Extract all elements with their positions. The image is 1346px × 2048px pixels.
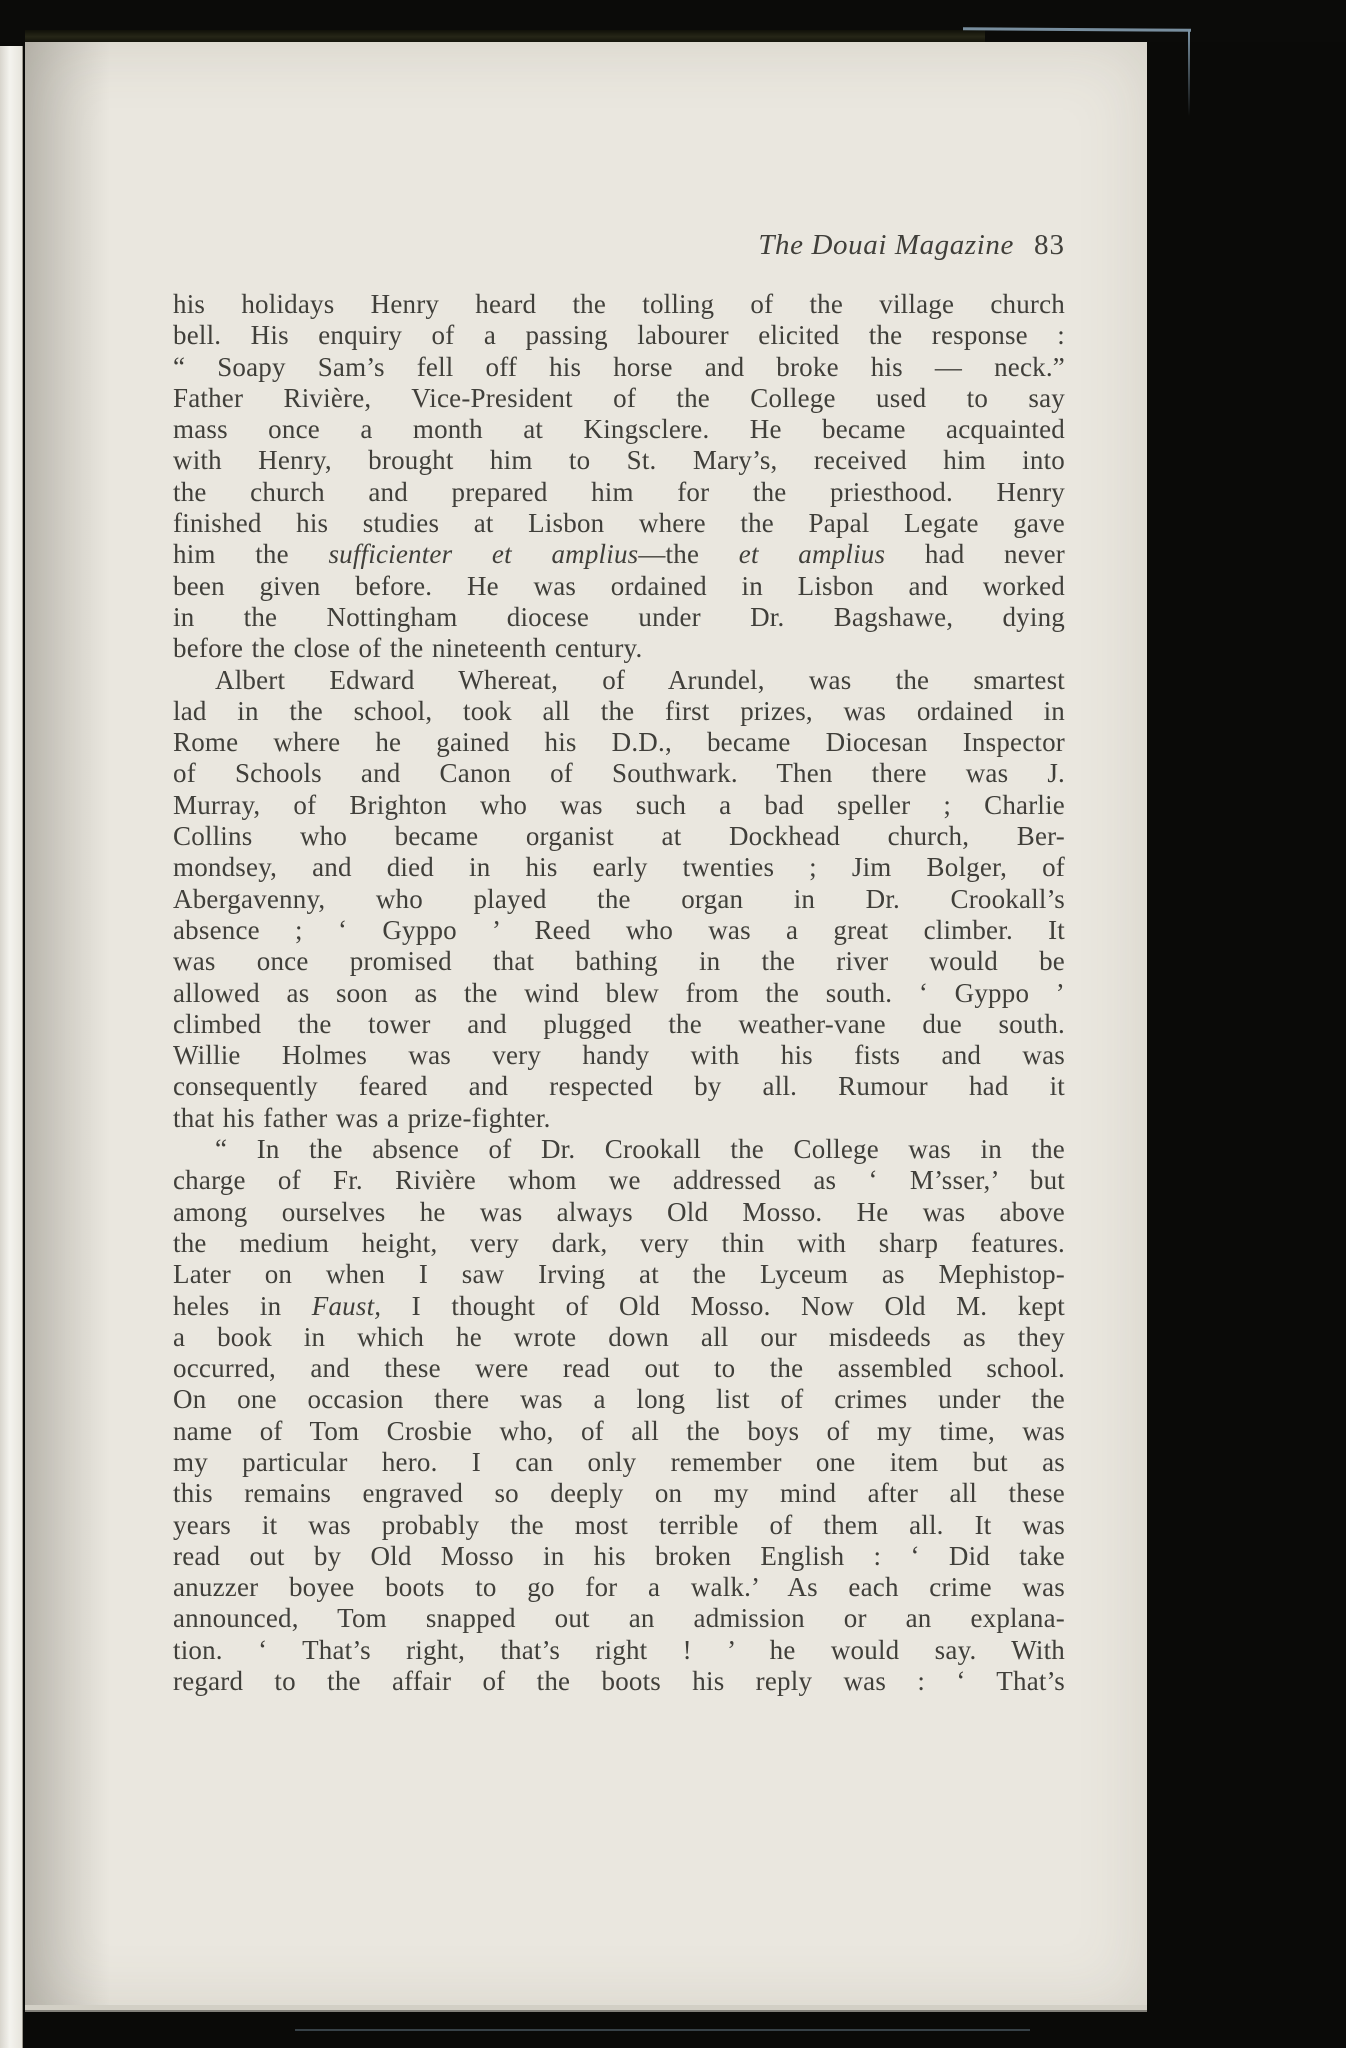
- text-line: “ In the absence of Dr. Crookall the College was in the: [215, 1134, 1065, 1165]
- text-line: Rome where he gained his D.D., became Diocesan Inspector: [173, 727, 1065, 758]
- text-line: the medium height, very dark, very thin with sharp features.: [173, 1227, 1065, 1258]
- text-line: Murray, of Brighton who was such a bad speller ; Charlie: [173, 789, 1065, 820]
- text-line: Willie Holmes was very handy with his fists and was: [173, 1040, 1065, 1071]
- text-line: been given before. He was ordained in Lisbon and worked: [173, 570, 1065, 601]
- text-line: finished his studies at Lisbon where the Papal Legate gave: [173, 508, 1065, 539]
- text-line: mondsey, and died in his early twenties ; Jim Bolger, of: [173, 852, 1065, 883]
- text-line: bell. His enquiry of a passing labourer elicited the response :: [173, 320, 1065, 351]
- text-line: him the sufficienter et amplius—the et amplius had never: [173, 539, 1065, 570]
- cover-cloth-edge: [25, 30, 985, 42]
- text-line: charge of Fr. Rivière whom we addressed as ‘ M’sser,’ but: [173, 1165, 1065, 1196]
- text-line: heles in Faust, I thought of Old Mosso. Now Old M. kept: [173, 1290, 1065, 1321]
- text-line: Later on when I saw Irving at the Lyceum as Mephistop-: [173, 1259, 1065, 1290]
- text-line: allowed as soon as the wind blew from the south. ‘ Gyppo ’: [173, 977, 1065, 1008]
- text-line: Albert Edward Whereat, of Arundel, was the smartest: [215, 664, 1065, 695]
- text-line: “ Soapy Sam’s fell off his horse and broke his — neck.”: [173, 351, 1065, 382]
- text-line: my particular hero. I can only remember one item but as: [173, 1446, 1065, 1477]
- text-line: this remains engraved so deeply on my mind after all these: [173, 1478, 1065, 1509]
- cover-edge-highlight-bottom: [295, 2029, 1030, 2031]
- book-page: [25, 42, 1147, 2012]
- text-line: Father Rivière, Vice-President of the College used to say: [173, 382, 1065, 413]
- magazine-title: The Douai Magazine: [758, 229, 1014, 261]
- text-line: of Schools and Canon of Southwark. Then there was J.: [173, 758, 1065, 789]
- facing-page-edge: [0, 46, 23, 2048]
- text-line: that his father was a prize-fighter.: [173, 1102, 551, 1133]
- text-line: regard to the affair of the boots his reply was : ‘ That’s: [173, 1666, 1065, 1697]
- text-line: among ourselves he was always Old Mosso. He was above: [173, 1196, 1065, 1227]
- text-line: occurred, and these were read out to the assembled school.: [173, 1353, 1065, 1384]
- text-line: On one occasion there was a long list of crimes under the: [173, 1384, 1065, 1415]
- text-line: anuzzer boyee boots to go for a walk.’ As each crime was: [173, 1572, 1065, 1603]
- text-line: his holidays Henry heard the tolling of the village church: [173, 289, 1065, 319]
- running-header: [173, 227, 1065, 263]
- text-line: absence ; ‘ Gyppo ’ Reed who was a great climber. It: [173, 914, 1065, 945]
- text-line: before the close of the nineteenth century.: [173, 633, 643, 664]
- text-line: Abergavenny, who played the organ in Dr. Crookall’s: [173, 883, 1065, 914]
- text-line: in the Nottingham diocese under Dr. Bagshawe, dying: [173, 601, 1065, 632]
- page-text: [173, 289, 1065, 1697]
- text-line: years it was probably the most terrible of them all. It was: [173, 1509, 1065, 1540]
- text-line: the church and prepared him for the priesthood. Henry: [173, 476, 1065, 507]
- text-line: tion. ‘ That’s right, that’s right ! ’ he would say. With: [173, 1634, 1065, 1665]
- text-line: climbed the tower and plugged the weather-vane due south.: [173, 1008, 1065, 1039]
- text-line: with Henry, brought him to St. Mary’s, received him into: [173, 445, 1065, 476]
- page-number: 83: [1034, 229, 1065, 261]
- text-line: read out by Old Mosso in his broken English : ‘ Did take: [173, 1540, 1065, 1571]
- page-text-block: [173, 227, 1065, 1697]
- text-line: name of Tom Crosbie who, of all the boys of my time, was: [173, 1415, 1065, 1446]
- text-line: a book in which he wrote down all our misdeeds as they: [173, 1321, 1065, 1352]
- text-line: mass once a month at Kingsclere. He became acquainted: [173, 414, 1065, 445]
- text-line: consequently feared and respected by all. Rumour had it: [173, 1071, 1065, 1102]
- text-line: announced, Tom snapped out an admission or an explana-: [173, 1603, 1065, 1634]
- text-line: Collins who became organist at Dockhead church, Ber-: [173, 821, 1065, 852]
- text-line: lad in the school, took all the first prizes, was ordained in: [173, 695, 1065, 726]
- cover-edge-highlight-corner: [1188, 30, 1190, 116]
- text-line: was once promised that bathing in the river would be: [173, 946, 1065, 977]
